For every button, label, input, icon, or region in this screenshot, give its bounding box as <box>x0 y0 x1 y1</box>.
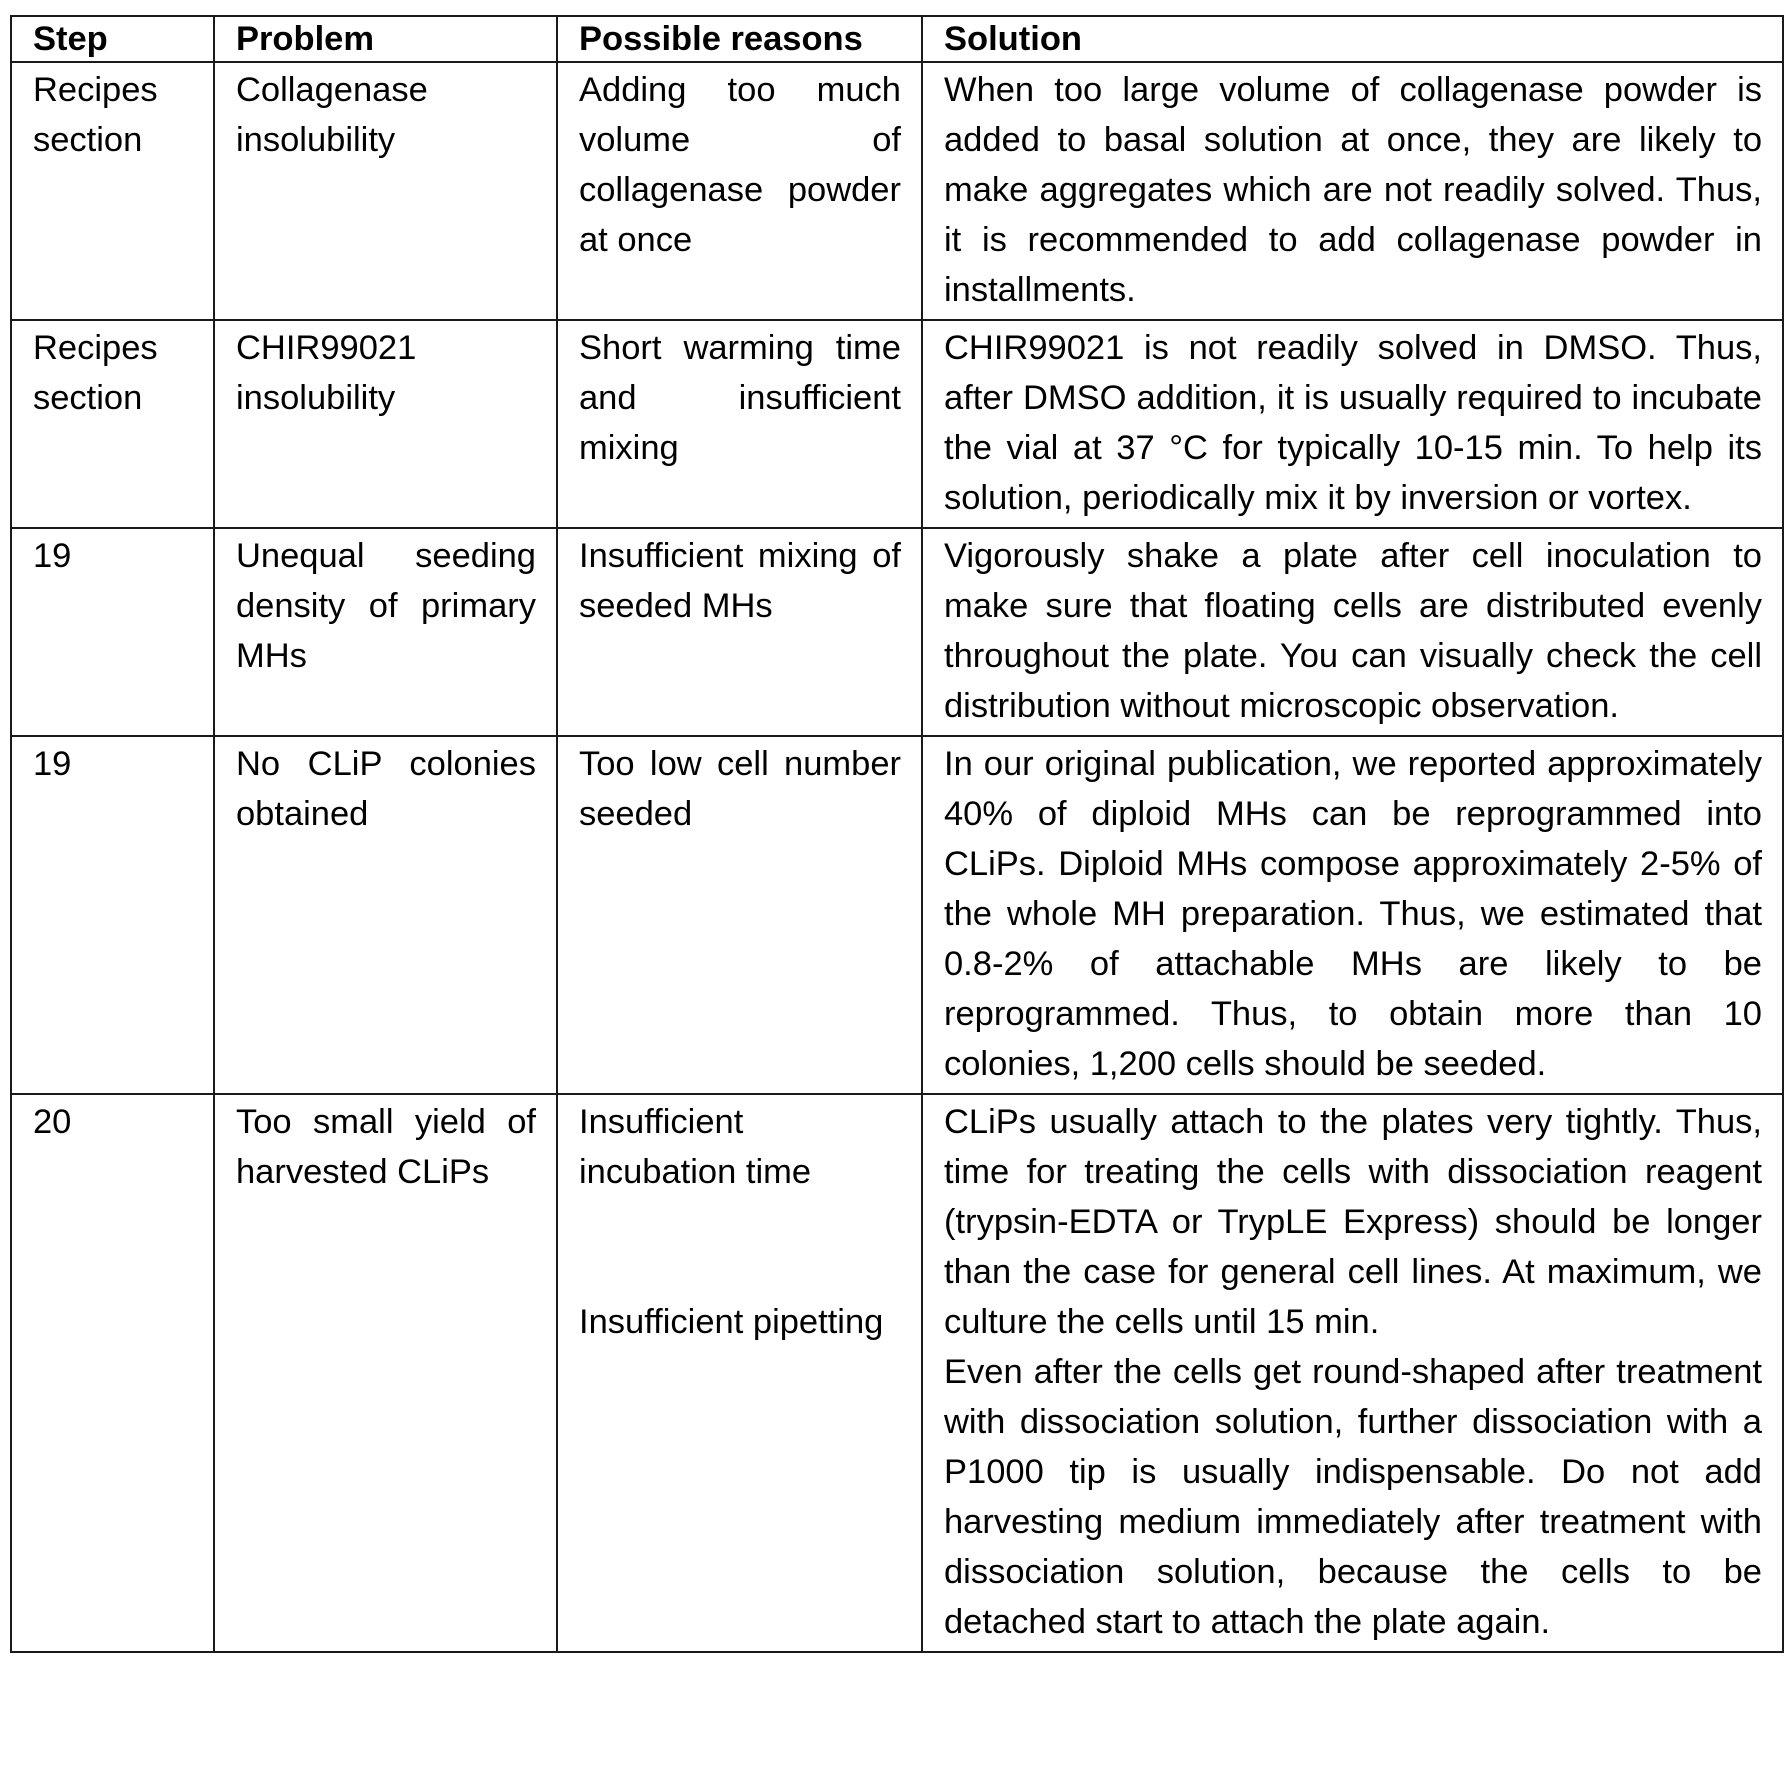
cell-solution: When too large volume of collagenase powder is added to basal solution at once, they are likely to make aggregates which are not readily solved. Thus, it is recommended to add collagenase powder in installments. <box>922 62 1783 320</box>
cell-reason: Adding too much volume of collagenase powder at once <box>557 62 922 320</box>
table-row <box>11 62 1783 320</box>
reason-text: Insufficient incubation time <box>579 1103 812 1191</box>
table-row <box>11 320 1783 528</box>
cell-problem: Collagenase insolubility <box>214 62 557 320</box>
table-row <box>11 1094 1783 1652</box>
cell-solution: In our original publication, we reported approximately 40% of diploid MHs can be reprogrammed into CLiPs. Diploid MHs compose approximately 2-5% of the whole MH preparation. Thus, we estimated that 0.8-2% of attachable MHs are likely to be reprogrammed. Thus, to obtain more than 10 colonies, 1,200 cells should be seeded. <box>922 736 1783 1094</box>
cell-problem: Too small yield of harvested CLiPs <box>214 1094 557 1652</box>
cell-problem: CHIR99021 insolubility <box>214 320 557 528</box>
reason-text: Insufficient pipetting <box>579 1303 884 1341</box>
cell-step: 20 <box>11 1094 214 1652</box>
solution-text: CLiPs usually attach to the plates very tightly. Thus, time for treating the cells with dissociation reagent (trypsin-EDTA or TrypLE Express) should be longer than the case for general cell lines. At maximum, we culture the cells until 15 min. <box>944 1103 1762 1341</box>
header-step: Step <box>11 16 214 62</box>
cell-reason <box>557 1094 922 1652</box>
table-header-row <box>11 16 1783 62</box>
header-problem: Problem <box>214 16 557 62</box>
cell-step: 19 <box>11 528 214 736</box>
table-row <box>11 528 1783 736</box>
cell-reason: Short warming time and insufficient mixing <box>557 320 922 528</box>
cell-reason: Insufficient mixing of seeded MHs <box>557 528 922 736</box>
cell-solution <box>922 1094 1783 1652</box>
cell-step: Recipes section <box>11 320 214 528</box>
cell-problem: No CLiP colonies obtained <box>214 736 557 1094</box>
troubleshooting-table <box>10 15 1784 1653</box>
table-row <box>11 736 1783 1094</box>
cell-step: Recipes section <box>11 62 214 320</box>
cell-problem: Unequal seeding density of primary MHs <box>214 528 557 736</box>
solution-text: Even after the cells get round-shaped after treatment with dissociation solution, further dissociation with a P1000 tip is usually indispensable. Do not add harvesting medium immediately after treatment with dissociation solution, because the cells to be detached start to attach the plate again. <box>944 1353 1762 1641</box>
header-possible-reasons: Possible reasons <box>557 16 922 62</box>
cell-solution: CHIR99021 is not readily solved in DMSO. Thus, after DMSO addition, it is usually required to incubate the vial at 37 °C for typically 10-15 min. To help its solution, periodically mix it by inversion or vortex. <box>922 320 1783 528</box>
cell-solution: Vigorously shake a plate after cell inoculation to make sure that floating cells are distributed evenly throughout the plate. You can visually check the cell distribution without microscopic observation. <box>922 528 1783 736</box>
cell-step: 19 <box>11 736 214 1094</box>
header-solution: Solution <box>922 16 1783 62</box>
cell-reason: Too low cell number seeded <box>557 736 922 1094</box>
